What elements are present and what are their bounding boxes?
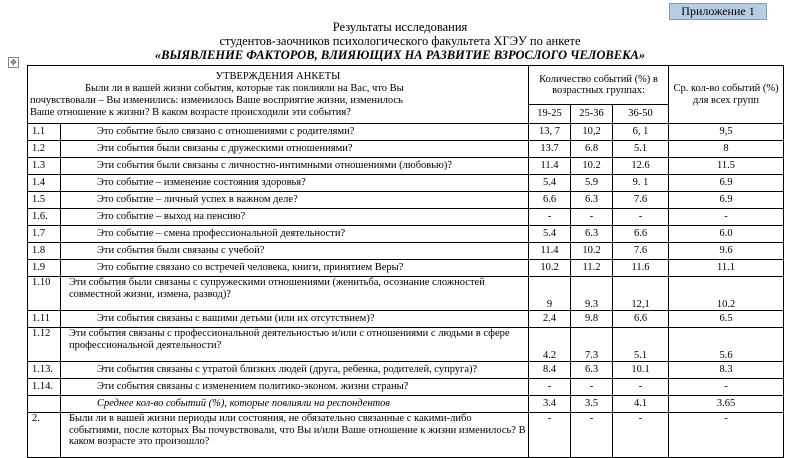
statements-question-2: почувствовали – Вы изменились: изменилось Ваше восприятие жизни, изменилось <box>30 94 403 106</box>
last-row-avg: - <box>669 413 784 458</box>
row-average: 11.5 <box>669 158 784 175</box>
average-row-avg: 3.65 <box>669 396 784 413</box>
row-value-25-36: 6.8 <box>571 141 613 158</box>
row-statement: Эти события связаны с профессиональной деятельностью и/или с отношениями с людьми в сфере профессиональной деятельности? <box>61 328 529 362</box>
table-row <box>28 328 784 362</box>
row-statement: Эти события связаны с изменением политико-эконом. жизни страны? <box>61 379 529 396</box>
last-row-text: Были ли в вашей жизни периоды или состояния, не обязательно связанные с какими-либо событиями, после которых Вы почувствовали, что Вы и/или Ваше отношение к жизни изменилось? В каком возрасте это произошло? <box>61 413 529 458</box>
row-value-19-25: 5.4 <box>529 175 571 192</box>
row-num: 1.14. <box>28 379 61 396</box>
row-value-36-50: 12,1 <box>613 277 669 311</box>
row-statement: Это событие было связано с отношениями с родителями? <box>61 124 529 141</box>
row-value-19-25: - <box>529 209 571 226</box>
row-num: 1.9 <box>28 260 61 277</box>
row-value-19-25: 10.2 <box>529 260 571 277</box>
title-line-2: студентов-заочников психологического факультета ХГЭУ по анкете <box>219 34 581 48</box>
row-num: 1.13. <box>28 362 61 379</box>
row-average: 9,5 <box>669 124 784 141</box>
row-num: 1.6. <box>28 209 61 226</box>
row-value-19-25: 6.6 <box>529 192 571 209</box>
row-value-36-50: - <box>613 209 669 226</box>
row-value-19-25: 13.7 <box>529 141 571 158</box>
table-row <box>28 362 784 379</box>
table-row <box>28 226 784 243</box>
row-value-25-36: 11.2 <box>571 260 613 277</box>
table-row <box>28 311 784 328</box>
statements-question-1: Были ли в вашей жизни события, которые так повлияли на Вас, что Вы <box>85 82 404 94</box>
average-row-num <box>28 396 61 413</box>
row-value-19-25: 13, 7 <box>529 124 571 141</box>
row-average: 5.6 <box>669 328 784 362</box>
row-value-36-50: - <box>613 379 669 396</box>
row-num: 1.11 <box>28 311 61 328</box>
last-row-v3: - <box>613 413 669 458</box>
average-row-v2: 3.5 <box>571 396 613 413</box>
row-average: 9.6 <box>669 243 784 260</box>
row-value-25-36: 10.2 <box>571 243 613 260</box>
row-statement: Это событие – изменение состояния здоровья? <box>61 175 529 192</box>
row-value-25-36: 10,2 <box>571 124 613 141</box>
table-move-handle-icon[interactable]: ✥ <box>8 57 19 68</box>
row-value-19-25: 5.4 <box>529 226 571 243</box>
row-average: 6.0 <box>669 226 784 243</box>
row-value-25-36: 9.8 <box>571 311 613 328</box>
row-value-36-50: 5.1 <box>613 141 669 158</box>
row-num: 1.5 <box>28 192 61 209</box>
average-row <box>28 396 784 413</box>
average-row-v1: 3.4 <box>529 396 571 413</box>
last-row <box>28 413 784 458</box>
row-value-36-50: 10.1 <box>613 362 669 379</box>
last-row-v2: - <box>571 413 613 458</box>
row-value-36-50: 5.1 <box>613 328 669 362</box>
row-num: 1.10 <box>28 277 61 311</box>
row-statement: Это событие – личный успех в важном деле? <box>61 192 529 209</box>
avg-header: Ср. кол-во событий (%) для всех групп <box>669 66 784 124</box>
row-value-25-36: 9.3 <box>571 277 613 311</box>
row-average: 6.9 <box>669 175 784 192</box>
row-statement: Это событие – смена профессиональной деятельности? <box>61 226 529 243</box>
age-group-2: 25-36 <box>571 105 613 124</box>
row-average: 10.2 <box>669 277 784 311</box>
row-statement: Это событие – выход на пенсию? <box>61 209 529 226</box>
appendix-label: Приложение 1 <box>669 3 767 20</box>
row-value-19-25: - <box>529 379 571 396</box>
row-value-25-36: 7.3 <box>571 328 613 362</box>
row-average: 6.9 <box>669 192 784 209</box>
row-value-36-50: 9. 1 <box>613 175 669 192</box>
row-value-25-36: - <box>571 209 613 226</box>
row-value-36-50: 7.6 <box>613 192 669 209</box>
count-header: Количество событий (%) в возрастных группах: <box>529 66 669 105</box>
row-value-36-50: 12.6 <box>613 158 669 175</box>
row-statement: Эти события были связаны с учебой? <box>61 243 529 260</box>
row-value-19-25: 2.4 <box>529 311 571 328</box>
last-row-v1: - <box>529 413 571 458</box>
row-statement: Эти события связаны с вашими детьми (или их отсутствием)? <box>61 311 529 328</box>
age-group-1: 19-25 <box>529 105 571 124</box>
row-average: 8.3 <box>669 362 784 379</box>
row-statement: Эти события связаны с утратой близких людей (друга, ребенка, родителей, супруга)? <box>61 362 529 379</box>
row-value-19-25: 4.2 <box>529 328 571 362</box>
statements-title: УТВЕРЖДЕНИЯ АНКЕТЫ <box>215 70 341 82</box>
row-value-25-36: 6.3 <box>571 226 613 243</box>
title-line-3: «ВЫЯВЛЕНИЕ ФАКТОРОВ, ВЛИЯЮЩИХ НА РАЗВИТИЕ ВЗРОСЛОГО ЧЕЛОВЕКА» <box>154 48 646 62</box>
row-value-25-36: 5.9 <box>571 175 613 192</box>
title-line-1: Результаты исследования <box>332 20 468 34</box>
row-value-25-36: - <box>571 379 613 396</box>
row-value-25-36: 10.2 <box>571 158 613 175</box>
last-row-num: 2. <box>28 413 61 458</box>
row-statement: Эти события были связаны с супружескими отношениями (женитьба, осознание сложностей совместной жизни, измена, развод)? <box>61 277 529 311</box>
table-row <box>28 192 784 209</box>
row-average: - <box>669 209 784 226</box>
row-num: 1.2 <box>28 141 61 158</box>
results-table <box>27 65 784 458</box>
row-value-36-50: 11.6 <box>613 260 669 277</box>
table-row <box>28 175 784 192</box>
row-statement: Эти события были связаны с личностно-интимными отношениями (любовью)? <box>61 158 529 175</box>
row-value-25-36: 6.3 <box>571 362 613 379</box>
table-row <box>28 209 784 226</box>
statements-question-3: Ваше отношение к жизни? В каком возрасте происходили эти события? <box>30 106 351 118</box>
row-num: 1.4 <box>28 175 61 192</box>
row-value-19-25: 8.4 <box>529 362 571 379</box>
table-row <box>28 243 784 260</box>
row-num: 1.1 <box>28 124 61 141</box>
table-row <box>28 158 784 175</box>
row-value-19-25: 11.4 <box>529 243 571 260</box>
row-value-36-50: 7.6 <box>613 243 669 260</box>
average-row-v3: 4.1 <box>613 396 669 413</box>
row-statement: Это событие связано со встречей человека, книги, принятием Веры? <box>61 260 529 277</box>
row-num: 1.8 <box>28 243 61 260</box>
table-row <box>28 141 784 158</box>
row-statement: Эти события были связаны с дружескими отношениями? <box>61 141 529 158</box>
row-value-19-25: 9 <box>529 277 571 311</box>
row-average: 6.5 <box>669 311 784 328</box>
row-value-36-50: 6, 1 <box>613 124 669 141</box>
row-average: 11.1 <box>669 260 784 277</box>
row-num: 1.12 <box>28 328 61 362</box>
row-value-19-25: 11.4 <box>529 158 571 175</box>
row-average: 8 <box>669 141 784 158</box>
row-value-36-50: 6.6 <box>613 226 669 243</box>
statements-header <box>28 66 529 124</box>
row-num: 1.7 <box>28 226 61 243</box>
row-average: - <box>669 379 784 396</box>
age-group-3: 36-50 <box>613 105 669 124</box>
row-value-25-36: 6.3 <box>571 192 613 209</box>
header-row <box>28 66 784 105</box>
row-value-36-50: 6.6 <box>613 311 669 328</box>
row-num: 1.3 <box>28 158 61 175</box>
table-row <box>28 124 784 141</box>
table-row <box>28 260 784 277</box>
table-row <box>28 277 784 311</box>
table-row <box>28 379 784 396</box>
average-row-text: Среднее кол-во событий (%), которые повлияли на респондентов <box>61 396 529 413</box>
